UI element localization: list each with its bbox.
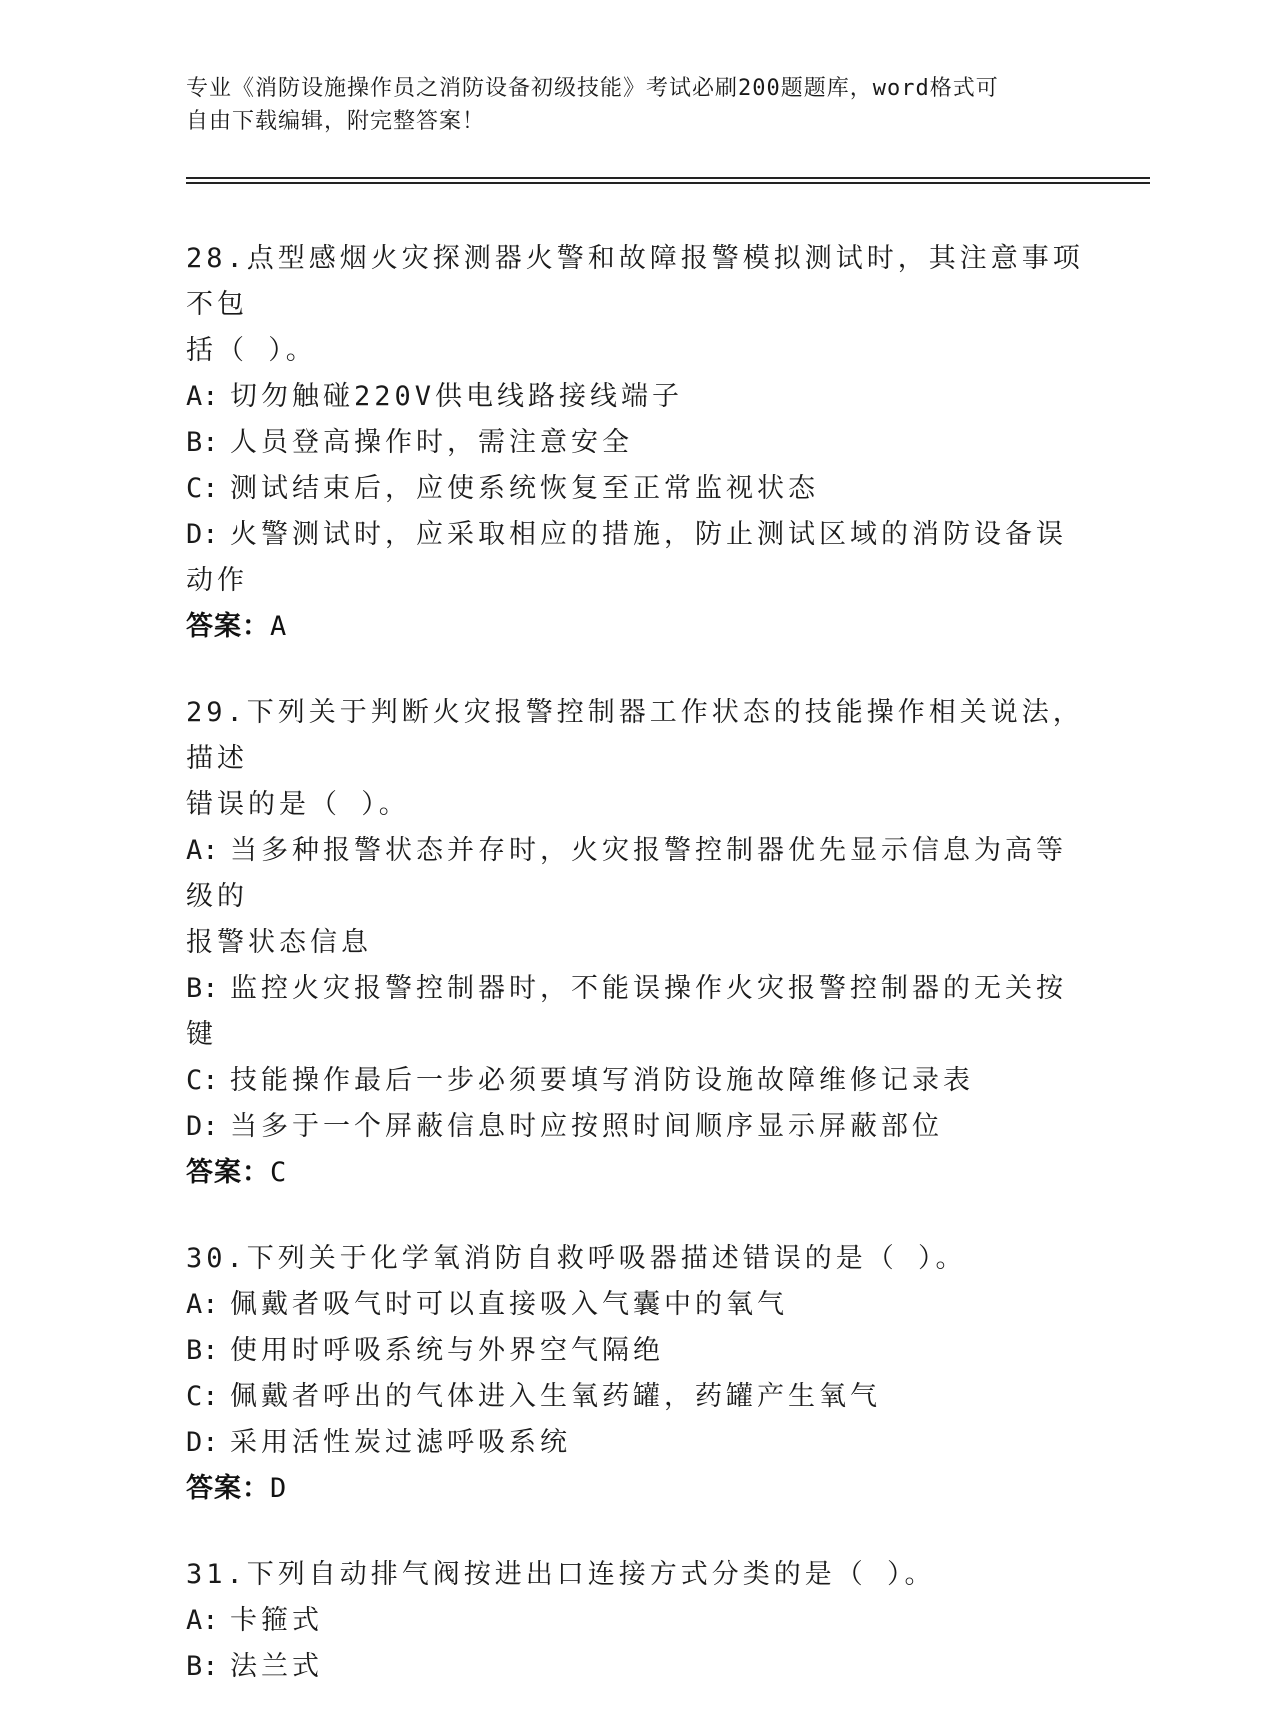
option-text: 切勿触碰220V供电线路接线端子 (230, 381, 684, 412)
answer-option (186, 1420, 1086, 1466)
question-stem-line: 28.点型感烟火灾探测器火警和故障报警模拟测试时，其注意事项不包 (186, 243, 1084, 320)
option-text: 技能操作最后一步必须要填写消防设施故障维修记录表 (230, 1065, 974, 1096)
answer-option (186, 966, 1086, 1058)
answer-value: D (270, 1473, 288, 1504)
answer-label: 答案： (186, 1473, 270, 1504)
question-stem-line: 括（ ）。 (186, 335, 317, 366)
option-letter: C: (186, 1381, 219, 1412)
option-letter: A: (186, 1289, 219, 1320)
question-block (186, 1236, 1086, 1512)
answer-option (186, 374, 1086, 420)
option-text: 报警状态信息 (186, 927, 372, 958)
answer-option (186, 1104, 1086, 1150)
answer-value: C (270, 1157, 288, 1188)
answer-line (186, 604, 1086, 650)
question-stem-line: 30.下列关于化学氧消防自救呼吸器描述错误的是（ ）。 (186, 1243, 967, 1274)
document-header (186, 72, 1086, 138)
option-letter: A: (186, 381, 219, 412)
question-stem-line: 31.下列自动排气阀按进出口连接方式分类的是（ ）。 (186, 1559, 936, 1590)
option-letter: A: (186, 835, 219, 866)
option-text: 卡箍式 (230, 1605, 323, 1636)
answer-option (186, 466, 1086, 512)
answer-line (186, 1466, 1086, 1512)
question-stem-line: 错误的是（ ）。 (186, 789, 410, 820)
answer-line (186, 1150, 1086, 1196)
option-text: 当多于一个屏蔽信息时应按照时间顺序显示屏蔽部位 (230, 1111, 943, 1142)
answer-option (186, 1374, 1086, 1420)
option-text: 采用活性炭过滤呼吸系统 (230, 1427, 571, 1458)
option-text: 使用时呼吸系统与外界空气隔绝 (230, 1335, 664, 1366)
option-letter: C: (186, 473, 219, 504)
answer-option (186, 1598, 1086, 1644)
answer-label: 答案： (186, 611, 270, 642)
option-text: 测试结束后，应使系统恢复至正常监视状态 (230, 473, 819, 504)
answer-option (186, 1644, 1086, 1690)
answer-label: 答案： (186, 1157, 270, 1188)
answer-value: A (270, 611, 288, 642)
option-letter: A: (186, 1605, 219, 1636)
answer-option (186, 920, 1086, 966)
answer-option (186, 512, 1086, 604)
option-letter: D: (186, 519, 219, 550)
answer-option (186, 1058, 1086, 1104)
header-line-2: 自由下载编辑，附完整答案！ (186, 109, 486, 134)
option-text: 佩戴者呼出的气体进入生氧药罐，药罐产生氧气 (230, 1381, 881, 1412)
question-block (186, 1552, 1086, 1690)
option-letter: B: (186, 1335, 219, 1366)
option-letter: B: (186, 973, 219, 1004)
header-line-1: 专业《消防设施操作员之消防设备初级技能》考试必刷200题题库，word格式可 (186, 76, 999, 101)
option-text: 人员登高操作时，需注意安全 (230, 427, 633, 458)
question-stem-line: 29.下列关于判断火灾报警控制器工作状态的技能操作相关说法，描述 (186, 697, 1084, 774)
option-letter: D: (186, 1111, 219, 1142)
answer-option (186, 420, 1086, 466)
answer-option (186, 1282, 1086, 1328)
header-divider-bottom (186, 182, 1150, 184)
option-text: 火警测试时，应采取相应的措施，防止测试区域的消防设备误动作 (186, 519, 1067, 596)
option-text: 当多种报警状态并存时，火灾报警控制器优先显示信息为高等级的 (186, 835, 1067, 912)
option-text: 法兰式 (230, 1651, 323, 1682)
question-block (186, 690, 1086, 1196)
option-text: 佩戴者吸气时可以直接吸入气囊中的氧气 (230, 1289, 788, 1320)
question-block (186, 236, 1086, 650)
header-divider-top (186, 177, 1150, 179)
option-letter: C: (186, 1065, 219, 1096)
option-letter: D: (186, 1427, 219, 1458)
option-letter: B: (186, 427, 219, 458)
question-list (186, 236, 1086, 1730)
option-text: 监控火灾报警控制器时，不能误操作火灾报警控制器的无关按键 (186, 973, 1067, 1050)
answer-option (186, 1328, 1086, 1374)
answer-option (186, 828, 1086, 920)
option-letter: B: (186, 1651, 219, 1682)
